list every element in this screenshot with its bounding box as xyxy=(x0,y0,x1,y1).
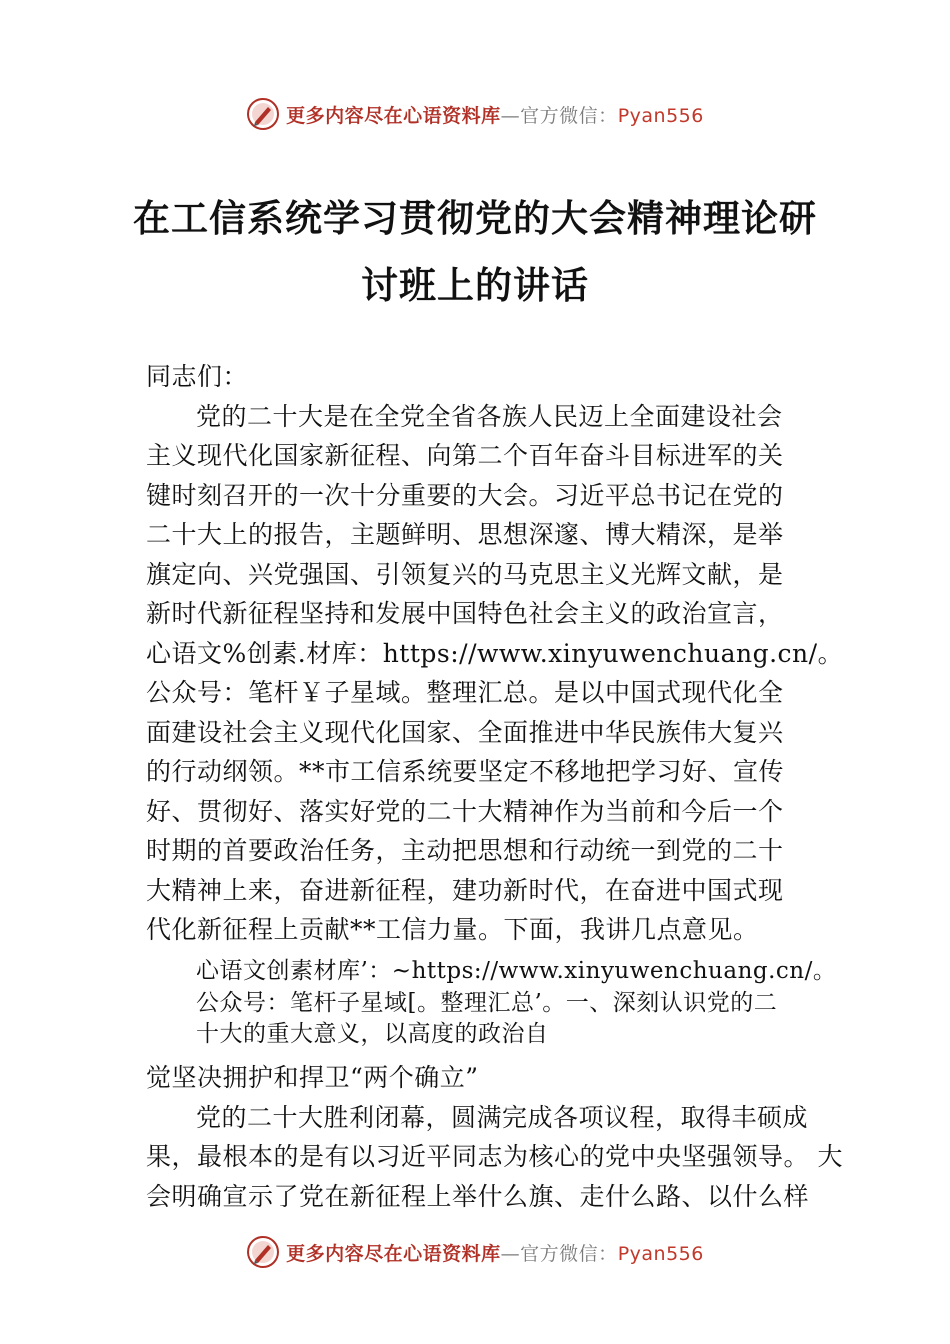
paragraph-2-line: 会明确宣示了党在新征程上举什么旗、走什么路、以什么样 xyxy=(146,1182,810,1211)
paragraph-1-line: 二十大上的报告，主题鲜明、思想深邃、博大精深，是举 xyxy=(146,520,784,549)
paragraph-1-line: 旗定向、兴党强国、引领复兴的马克思主义光辉文献，是 xyxy=(146,560,784,589)
paragraph-1-line: 代化新征程上贡献**工信力量。下面，我讲几点意见。 xyxy=(146,915,759,944)
paragraph-1-line: 好、贯彻好、落实好党的二十大精神作为当前和今后一个 xyxy=(146,797,784,826)
banner-wechat-label: 官方微信： xyxy=(520,104,618,127)
paragraph-1-line: 时期的首要政治任务，主动把思想和行动统一到党的二十 xyxy=(146,836,784,865)
banner-wechat-id: Pyan556 xyxy=(617,1242,704,1265)
paragraph-1-line-url: 心语文%创素.材库：https://www.xinyuwenchuang.cn/。 xyxy=(146,639,844,668)
paragraph-1-line: 大精神上来，奋进新征程，建功新时代，在奋进中国式现 xyxy=(146,876,784,905)
paragraph-1-line: 的行动纲领。**市工信系统要坚定不移地把学习好、宣传 xyxy=(146,757,785,786)
section-heading-line: 公众号：笔杆子星域[。整理汇总’。一、深刻认识党的二 xyxy=(196,990,778,1016)
section-heading-line: 心语文创素材库’：~https://www.xinyuwenchuang.cn/。 xyxy=(196,958,837,984)
banner-dash: — xyxy=(500,104,521,127)
pen-logo-icon xyxy=(246,97,280,131)
banner-main: 更多内容尽在心语资料库 xyxy=(286,1242,501,1265)
document-title-line-2: 讨班上的讲话 xyxy=(361,263,589,307)
paragraph-1-line: 公众号：笔杆￥子星域。整理汇总。是以中国式现代化全 xyxy=(146,678,784,707)
paragraph-1-line: 党的二十大是在全党全省各族人民迈上全面建设社会 xyxy=(196,402,783,431)
paragraph-1-line: 面建设社会主义现代化国家、全面推进中华民族伟大复兴 xyxy=(146,718,784,747)
banner-main: 更多内容尽在心语资料库 xyxy=(286,104,501,127)
footer-banner xyxy=(0,1232,950,1272)
salutation: 同志们： xyxy=(146,362,249,391)
paragraph-1-line: 键时刻召开的一次十分重要的大会。习近平总书记在党的 xyxy=(146,481,784,510)
paragraph-1-line: 新时代新征程坚持和发展中国特色社会主义的政治宣言， xyxy=(146,599,784,628)
document-title-line-1: 在工信系统学习贯彻党的大会精神理论研 xyxy=(133,196,817,240)
banner-wechat-label: 官方微信： xyxy=(520,1242,618,1265)
banner-text xyxy=(286,1239,704,1266)
paragraph-2-line: 党的二十大胜利闭幕，圆满完成各项议程，取得丰硕成 xyxy=(196,1103,809,1132)
paragraph-2-line: 果，最根本的是有以习近平同志为核心的党中央坚强领导。 大 xyxy=(146,1142,843,1171)
section-heading-line: 十大的重大意义，以高度的政治自 xyxy=(196,1021,549,1047)
pen-logo-icon xyxy=(246,1235,280,1269)
banner-text xyxy=(286,101,704,128)
banner-wechat-id: Pyan556 xyxy=(617,104,704,127)
header-banner xyxy=(0,94,950,134)
section-heading-continuation: 觉坚决拥护和捍卫“两个确立” xyxy=(146,1063,479,1092)
paragraph-1-line: 主义现代化国家新征程、向第二个百年奋斗目标进军的关 xyxy=(146,441,784,470)
banner-dash: — xyxy=(500,1242,521,1265)
